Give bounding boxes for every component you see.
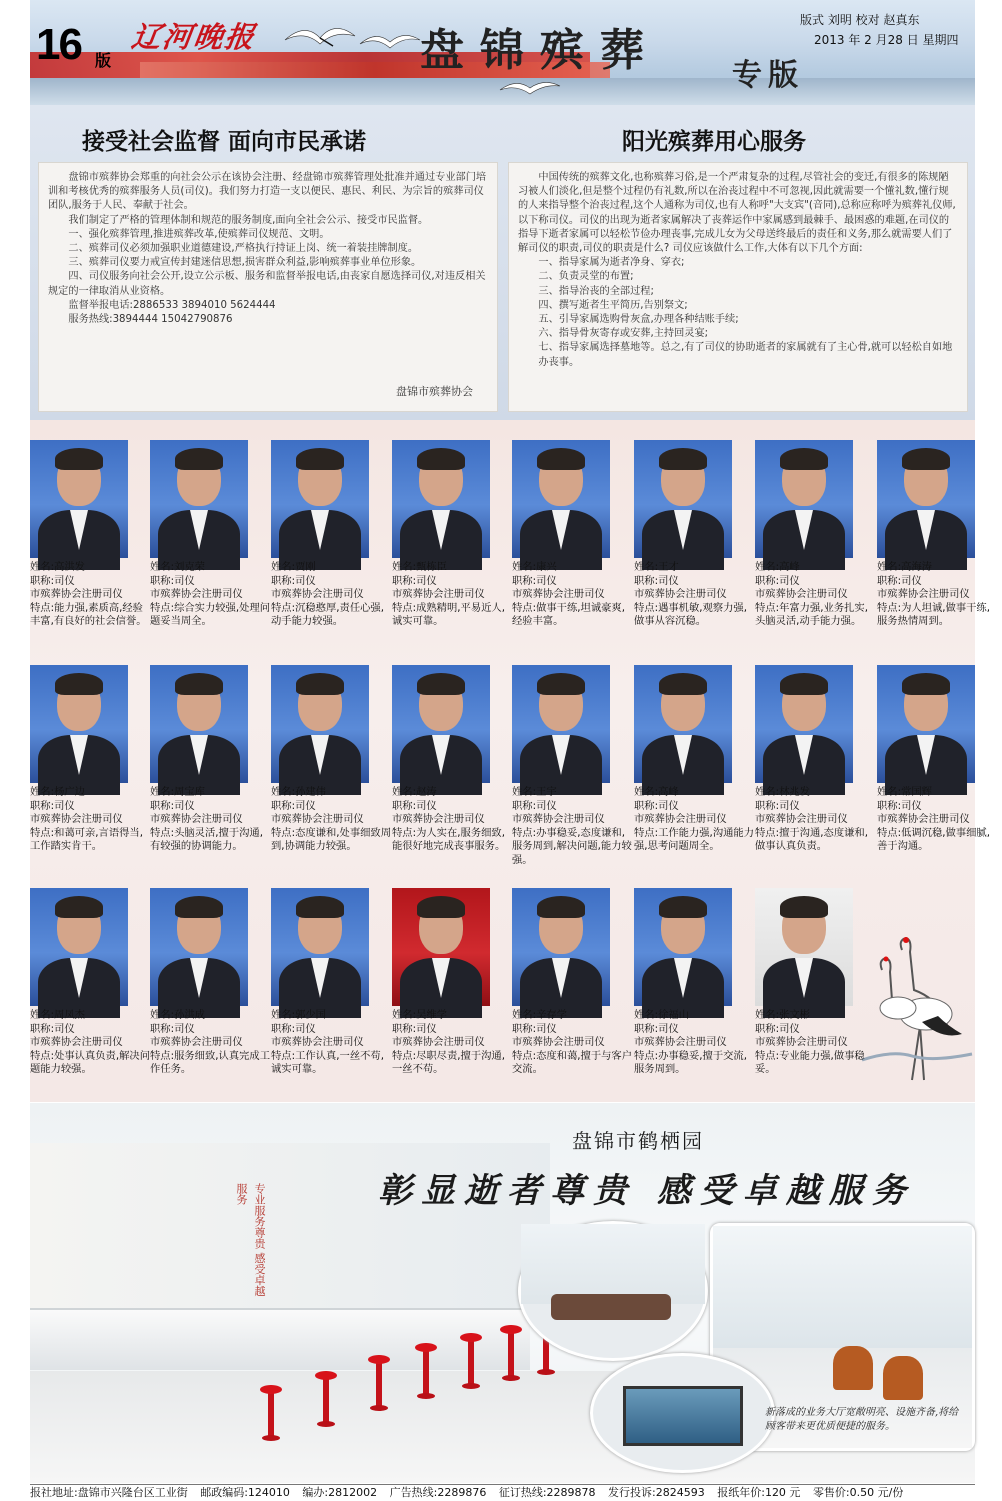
officiant-reg: 市殡葬协会注册司仪 xyxy=(634,1036,727,1049)
supervision-hotline: 监督举报电话:2886533 3894010 5624444 xyxy=(68,299,276,311)
crane-flying-icon-3 xyxy=(500,78,560,102)
officiant-reg: 市殡葬协会注册司仪 xyxy=(30,588,123,601)
ad-photo-caption: 新落成的业务大厅宽敞明亮、设施齐备,将给顾客带来更优质便捷的服务。 xyxy=(765,1407,959,1432)
officiant-reg: 市殡葬协会注册司仪 xyxy=(271,813,364,826)
duty-item: 一、指导家属为逝者净身、穿衣; xyxy=(538,257,685,269)
officiant-portrait xyxy=(634,440,732,558)
officiant-title: 职称:司仪 xyxy=(634,799,679,812)
officiant-info xyxy=(755,786,877,854)
officiant-info xyxy=(755,561,877,629)
duty-item: 四、撰写逝者生平简历,告别祭文; xyxy=(538,299,688,311)
officiant-name: 姓名:康兴 xyxy=(512,561,557,573)
officiant-trait: 特点:能力强,素质高,经验丰富,有良好的社会信誉。 xyxy=(30,601,147,628)
officiant-card xyxy=(150,440,271,655)
officiant-card xyxy=(634,440,752,655)
officiant-reg: 市殡葬协会注册司仪 xyxy=(392,813,485,826)
bar-stool xyxy=(368,1355,390,1415)
footer-info xyxy=(30,1484,975,1500)
officiant-reg: 市殡葬协会注册司仪 xyxy=(392,588,485,601)
officiant-name: 姓名:周凤杰 xyxy=(30,1009,85,1021)
officiant-info xyxy=(877,786,999,854)
officiant-title: 职称:司仪 xyxy=(271,1022,316,1035)
crane-flying-icon xyxy=(285,18,355,58)
officiant-name: 姓名:周宝库 xyxy=(150,786,205,798)
officiant-portrait xyxy=(30,665,128,783)
officiant-info xyxy=(150,561,272,629)
officiant-trait: 特点:态度和蔼,擅于与客户交流。 xyxy=(512,1049,633,1076)
officiant-card xyxy=(30,665,148,880)
officiant-reg: 市殡葬协会注册司仪 xyxy=(877,588,970,601)
officiant-card xyxy=(634,665,755,880)
officiant-info xyxy=(150,786,272,854)
officiant-card xyxy=(512,440,630,655)
officiant-name: 姓名:赵涛 xyxy=(392,786,437,798)
officiant-portrait xyxy=(877,440,975,558)
officiant-trait: 特点:服务细致,认真完成工作任务。 xyxy=(150,1049,271,1076)
duty-item: 五、引导家属选购骨灰盒,办理各种结账手续; xyxy=(538,314,739,326)
officiant-portrait xyxy=(755,888,853,1006)
bar-stool xyxy=(415,1343,437,1403)
service-counter xyxy=(30,1308,530,1370)
officiant-name: 姓名:王才 xyxy=(634,561,679,573)
officiant-portrait xyxy=(392,665,490,783)
officiant-card xyxy=(271,888,389,1103)
officiant-portrait xyxy=(392,888,490,1006)
officiant-reg: 市殡葬协会注册司仪 xyxy=(634,588,727,601)
bar-stool xyxy=(315,1371,337,1431)
counter-wall-sign: 专业服务尊贵 感受卓越服务 xyxy=(235,1183,266,1297)
officiant-card xyxy=(392,888,510,1103)
service-hotline: 服务热线:3894444 15042790876 xyxy=(68,314,233,326)
officiant-portrait xyxy=(634,888,732,1006)
officiant-info xyxy=(512,1009,634,1077)
officiant-name: 姓名:郭少国 xyxy=(271,1009,326,1021)
officiant-name: 姓名:辛存学 xyxy=(512,1009,567,1021)
left-article-signature: 盘锦市殡葬协会 xyxy=(396,384,473,398)
officiant-name: 姓名:林兆发 xyxy=(755,786,810,798)
officiant-trait: 特点:低调沉稳,做事细腻,善于沟通。 xyxy=(877,826,990,853)
officiant-info xyxy=(271,1009,393,1077)
footer-subscribe: 征订热线:2289878 xyxy=(498,1486,596,1499)
officiant-title: 职称:司仪 xyxy=(755,799,800,812)
officiant-portrait xyxy=(755,440,853,558)
officiant-info xyxy=(30,1009,152,1077)
officiant-portrait xyxy=(271,888,369,1006)
officiant-reg: 市殡葬协会注册司仪 xyxy=(392,1036,485,1049)
officiant-title: 职称:司仪 xyxy=(512,1022,557,1035)
officiant-portrait xyxy=(512,440,610,558)
officiant-trait: 特点:为人坦诚,做事干练,服务热情周到。 xyxy=(877,601,990,628)
bar-stool xyxy=(460,1333,482,1393)
officiant-title: 职称:司仪 xyxy=(150,574,195,587)
officiant-reg: 市殡葬协会注册司仪 xyxy=(30,1036,123,1049)
officiant-title: 职称:司仪 xyxy=(877,574,922,587)
officiant-portrait xyxy=(512,888,610,1006)
officiant-trait: 特点:处事认真负责,解决问题能力较强。 xyxy=(30,1049,151,1076)
right-article-intro: 中国传统的殡葬文化,也称殡葬习俗,是一个严肃复杂的过程,尽管社会的变迁,有很多的陈规陋习被人们淡化,但是整个过程仍有礼数,所以在治丧过程中不可忽视,因此就需要一个懂礼数,懂行规的人来指导整个治丧过程,这个人通称为司仪,也有人称呼"大支宾"(音同),总称应称呼为殡葬礼仪师,以下称司仪。司仪的出现为逝者家属解决了丧葬运作中家属感到最棘手、最困惑的难题,在司仪的指导下逝者家属可以轻松节俭办理丧事,完成儿女为父母送终最后的责任和义务,那么就需要人们了解司仪的职责,司仪的职责是什么? 司仪应该做什么工作,大体有以下几个方面: xyxy=(518,172,956,255)
officiant-trait: 特点:遇事机敏,观察力强,做事从容沉稳。 xyxy=(634,601,747,628)
officiant-portrait xyxy=(30,440,128,558)
officiant-title: 职称:司仪 xyxy=(755,1022,800,1035)
officiant-reg: 市殡葬协会注册司仪 xyxy=(634,813,727,826)
page-number: 16 xyxy=(36,20,81,69)
officiant-reg: 市殡葬协会注册司仪 xyxy=(271,588,364,601)
officiant-portrait xyxy=(150,888,248,1006)
officiant-name: 姓名:王宇 xyxy=(512,786,557,798)
officiant-trait: 特点:专业能力强,做事稳妥。 xyxy=(755,1049,865,1076)
officiant-info xyxy=(512,561,634,629)
officiant-name: 姓名:常国辉 xyxy=(877,786,932,798)
officiant-name: 姓名:孙洪成 xyxy=(150,1009,205,1021)
officiant-name: 姓名:刘克荣 xyxy=(150,561,205,573)
lounge-photo xyxy=(518,1221,708,1361)
aquarium-room-photo xyxy=(590,1353,775,1473)
officiant-trait: 特点:和蔼可亲,言语得当,工作踏实肯干。 xyxy=(30,826,143,853)
officiant-title: 职称:司仪 xyxy=(150,799,195,812)
officiant-portrait xyxy=(634,665,732,783)
officiant-trait: 特点:为人实在,服务细致,能很好地完成丧事服务。 xyxy=(392,826,506,853)
officiant-trait: 特点:头脑灵活,擅于沟通,有较强的协调能力。 xyxy=(150,826,263,853)
officiant-trait: 特点:工作能力强,沟通能力强,思考问题周全。 xyxy=(634,826,755,853)
hexiyuan-advertisement xyxy=(30,1103,975,1483)
officiant-title: 职称:司仪 xyxy=(30,799,75,812)
officiant-trait: 特点:沉稳憨厚,责任心强,动手能力较强。 xyxy=(271,601,384,628)
officiant-info xyxy=(634,1009,756,1077)
officiant-title: 职称:司仪 xyxy=(271,799,316,812)
officiant-title: 职称:司仪 xyxy=(877,799,922,812)
officiant-reg: 市殡葬协会注册司仪 xyxy=(150,588,243,601)
officiant-name: 姓名:孙建伟 xyxy=(271,786,326,798)
footer-retail-price: 零售价:0.50 元/份 xyxy=(812,1486,904,1499)
articles-section xyxy=(30,105,975,420)
officiant-name: 姓名:高峰 xyxy=(634,786,679,798)
officiant-directory xyxy=(30,420,990,1102)
officiant-info xyxy=(271,786,393,854)
officiant-reg: 市殡葬协会注册司仪 xyxy=(512,813,605,826)
officiant-card xyxy=(271,440,389,655)
officiant-name: 姓名:徐福山 xyxy=(634,1009,689,1021)
officiant-portrait xyxy=(271,665,369,783)
officiant-title: 职称:司仪 xyxy=(634,574,679,587)
officiant-trait: 特点:办事稳妥,擅于交流,服务周到。 xyxy=(634,1049,747,1076)
officiant-title: 职称:司仪 xyxy=(392,574,437,587)
officiant-trait: 特点:办事稳妥,态度谦和,服务周到,解决问题,能力较强。 xyxy=(512,826,632,866)
bar-stool xyxy=(500,1325,522,1385)
officiant-card xyxy=(150,888,271,1103)
officiant-name: 姓名:高洪发 xyxy=(30,561,85,573)
officiant-portrait xyxy=(512,665,610,783)
footer-edit-dept: 编办:2812002 xyxy=(302,1486,378,1499)
officiant-portrait xyxy=(30,888,128,1006)
officiant-trait: 特点:年富力强,业务扎实,头脑灵活,动手能力强。 xyxy=(755,601,868,628)
officiant-card xyxy=(755,888,873,1103)
officiant-portrait xyxy=(755,665,853,783)
officiant-reg: 市殡葬协会注册司仪 xyxy=(877,813,970,826)
officiant-info xyxy=(392,561,514,629)
officiant-card xyxy=(755,665,873,880)
officiant-card xyxy=(392,440,510,655)
duty-item: 二、负责灵堂的布置; xyxy=(538,271,634,283)
officiant-title: 职称:司仪 xyxy=(30,1022,75,1035)
officiant-reg: 市殡葬协会注册司仪 xyxy=(30,813,123,826)
officiant-title: 职称:司仪 xyxy=(150,1022,195,1035)
officiant-card xyxy=(512,888,633,1103)
left-article-paragraph: 盘锦市殡葬协会郑重的向社会公示在该协会注册、经盘锦市殡葬管理处批准并通过专业部门培训和考核优秀的殡葬服务人员(司仪)。我们努力打造一支以便民、惠民、利民、为宗旨的殡葬司仪团队,服务于人民、奉献于社会。 xyxy=(48,172,487,212)
officiant-reg: 市殡葬协会注册司仪 xyxy=(150,1036,243,1049)
left-article-paragraph: 二、殡葬司仪必须加强职业道德建设,严格执行持证上岗、统一着装挂牌制度。 xyxy=(68,243,419,255)
officiant-name: 姓名:贾刚 xyxy=(271,561,316,573)
officiant-card xyxy=(877,665,995,880)
officiant-reg: 市殡葬协会注册司仪 xyxy=(755,588,848,601)
officiant-title: 职称:司仪 xyxy=(392,799,437,812)
duty-item-closing: 七、指导家属选择墓地等。总之,有了司仪的协助逝者的家属就有了主心骨,就可以轻松自如地办丧事。 xyxy=(538,342,953,368)
officiant-title: 职称:司仪 xyxy=(755,574,800,587)
officiant-trait: 特点:尽职尽责,擅于沟通,一丝不苟。 xyxy=(392,1049,505,1076)
officiant-title: 职称:司仪 xyxy=(30,574,75,587)
right-article-title: 阳光殡葬用心服务 xyxy=(622,129,806,155)
officiant-trait: 特点:做事干练,坦诚豪爽,经验丰富。 xyxy=(512,601,625,628)
newspaper-logo: 辽河晚报 xyxy=(129,20,259,54)
officiant-name: 姓名:甄栋臣 xyxy=(392,561,447,573)
officiant-card xyxy=(755,440,873,655)
officiant-trait: 特点:综合实力较强,处理问题妥当周全。 xyxy=(150,601,271,628)
officiant-portrait xyxy=(877,665,975,783)
footer-distribution: 发行投诉:2824593 xyxy=(608,1486,705,1499)
officiant-reg: 市殡葬协会注册司仪 xyxy=(512,1036,605,1049)
officiant-portrait xyxy=(392,440,490,558)
footer-postcode: 邮政编码:124010 xyxy=(200,1486,290,1499)
ad-organization-name: 盘锦市鹤栖园 xyxy=(572,1129,704,1153)
duty-item: 六、指导骨灰寄存或安葬,主持回灵宴; xyxy=(538,328,709,340)
officiant-card xyxy=(392,665,510,880)
footer-annual-price: 报纸年价:120 元 xyxy=(717,1486,801,1499)
officiant-name: 姓名:高海涛 xyxy=(877,561,932,573)
bar-stool xyxy=(260,1385,282,1445)
left-article-body xyxy=(38,162,498,412)
officiant-card xyxy=(30,888,151,1103)
officiant-info xyxy=(634,561,756,629)
officiant-trait: 特点:擅于沟通,态度谦和,做事认真负责。 xyxy=(755,826,868,853)
officiant-title: 职称:司仪 xyxy=(392,1022,437,1035)
left-article-paragraph: 四、司仪服务向社会公开,设立公示板、服务和监督举报电话,由丧家自愿选择司仪,对违反相关规定的一律取消从业资格。 xyxy=(48,271,486,297)
footer-ad-hotline: 广告热线:2289876 xyxy=(389,1486,487,1499)
officiant-portrait xyxy=(271,440,369,558)
section-subtitle: 专版 xyxy=(732,58,804,93)
section-title: 盘锦殡葬 xyxy=(420,25,660,76)
officiant-info xyxy=(150,1009,272,1077)
officiant-reg: 市殡葬协会注册司仪 xyxy=(755,813,848,826)
officiant-info xyxy=(392,1009,514,1077)
page-number-unit: 版 xyxy=(95,51,112,70)
officiant-info xyxy=(512,786,634,868)
officiant-name: 姓名:杨广边 xyxy=(30,786,85,798)
officiant-card xyxy=(877,440,995,655)
officiant-name: 姓名:吴维学 xyxy=(392,1009,447,1021)
officiant-trait: 特点:态度谦和,处事细致周到,协调能力较强。 xyxy=(271,826,392,853)
officiant-card xyxy=(512,665,630,880)
officiant-info xyxy=(877,561,999,629)
left-article-title: 接受社会监督 面向市民承诺 xyxy=(82,129,367,155)
officiant-trait: 特点:成熟精明,平易近人,诚实可靠。 xyxy=(392,601,505,628)
officiant-card xyxy=(271,665,392,880)
officiant-info xyxy=(634,786,756,854)
officiant-info xyxy=(30,561,152,629)
officiant-name: 姓名:张文彬 xyxy=(755,1009,810,1021)
officiant-info xyxy=(271,561,393,629)
officiant-name: 姓名:高峰 xyxy=(755,561,800,573)
officiant-title: 职称:司仪 xyxy=(271,574,316,587)
officiant-portrait xyxy=(150,665,248,783)
officiant-info xyxy=(392,786,514,854)
officiant-reg: 市殡葬协会注册司仪 xyxy=(755,1036,848,1049)
officiant-portrait xyxy=(150,440,248,558)
issue-date: 2013 年 2 月28 日 星期四 xyxy=(814,33,959,47)
left-article-paragraph: 一、强化殡葬管理,推进殡葬改革,使殡葬司仪规范、文明。 xyxy=(68,228,330,240)
officiant-info xyxy=(755,1009,877,1077)
footer-address: 报社地址:盘锦市兴隆台区工业街 xyxy=(30,1486,188,1499)
officiant-card xyxy=(30,440,148,655)
editor-credit: 版式 刘明 校对 赵真东 xyxy=(800,13,920,27)
right-article-body xyxy=(508,162,968,412)
duty-item: 三、指导治丧的全部过程; xyxy=(538,285,654,297)
officiant-reg: 市殡葬协会注册司仪 xyxy=(512,588,605,601)
ad-slogan: 彰显逝者尊贵 感受卓越服务 xyxy=(378,1171,915,1211)
officiant-title: 职称:司仪 xyxy=(634,1022,679,1035)
officiant-title: 职称:司仪 xyxy=(512,799,557,812)
officiant-trait: 特点:工作认真,一丝不苟,诚实可靠。 xyxy=(271,1049,384,1076)
officiant-info xyxy=(30,786,152,854)
officiant-card xyxy=(634,888,752,1103)
officiant-reg: 市殡葬协会注册司仪 xyxy=(271,1036,364,1049)
left-article-paragraph: 我们制定了严格的管理体制和规范的服务制度,面向全社会公示、接受市民监督。 xyxy=(68,214,429,226)
left-article-paragraph: 三、殡葬司仪要力戒宣传封建迷信思想,损害群众利益,影响殡葬事业单位形象。 xyxy=(68,257,422,269)
crane-flying-icon-2 xyxy=(360,28,420,58)
crane-decoration-icon xyxy=(862,930,972,1090)
officiant-card xyxy=(150,665,268,880)
officiant-title: 职称:司仪 xyxy=(512,574,557,587)
officiant-reg: 市殡葬协会注册司仪 xyxy=(150,813,243,826)
